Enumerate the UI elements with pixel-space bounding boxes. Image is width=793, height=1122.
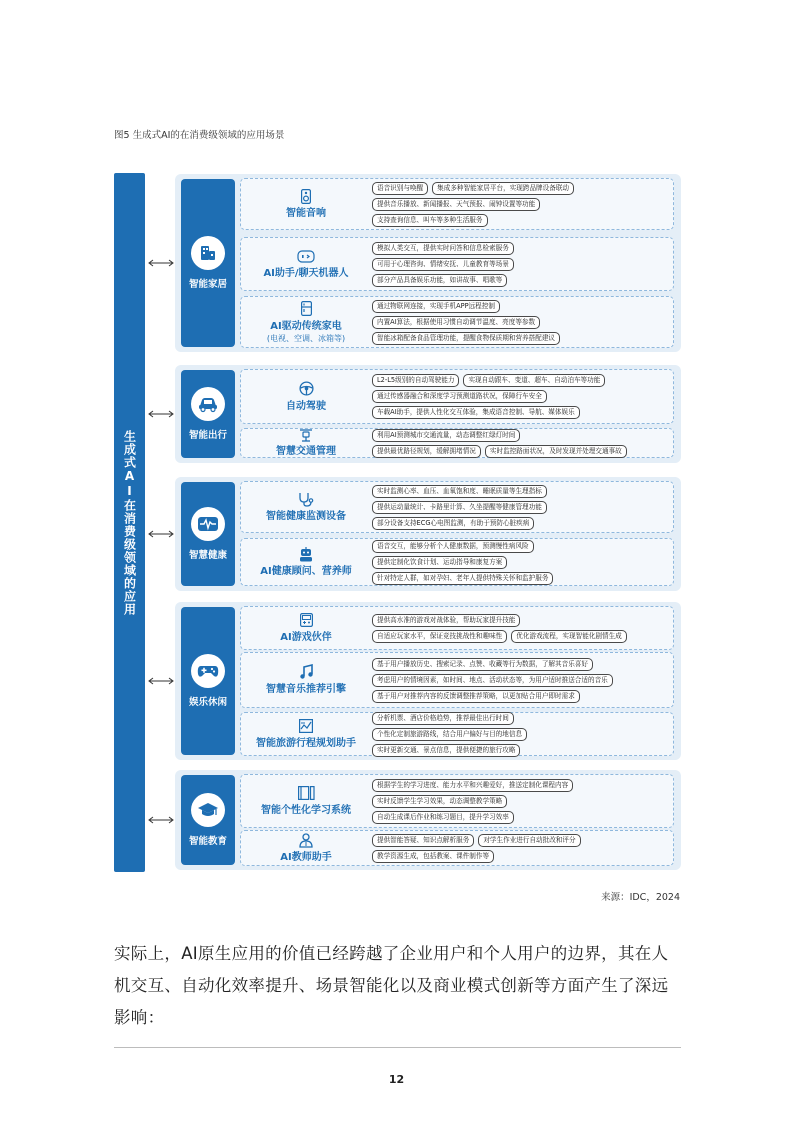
teacher-icon [298,832,314,848]
category-section [175,602,681,760]
application-name: AI健康顾问、营养师 [260,566,352,577]
link-arrow [147,409,175,419]
feature-pill: 车载AI助手，提供人性化交互体验，集成语音控制、导航、媒体娱乐 [372,406,580,419]
feature-row [372,850,669,863]
application-card [240,237,674,291]
application-card [240,296,674,348]
feature-row [372,658,669,671]
feature-pill: 个性化定制旅游路线，结合用户偏好与目的地信息 [372,728,527,741]
category-section [175,770,681,870]
feature-row [372,406,669,419]
feature-row [372,274,669,287]
map-icon [299,718,313,734]
speaker-icon [301,188,311,204]
category-label: 智慧健康 [188,550,227,561]
feature-list [372,179,669,229]
feature-list [372,297,669,347]
application-card [240,178,674,230]
feature-row [372,674,669,687]
figure-source: 来源：IDC，2024 [601,892,680,903]
application-card [240,652,674,708]
feature-row [372,198,669,211]
application-name: AI游戏伙伴 [280,632,332,643]
health-icon [191,507,225,541]
feature-row [372,182,669,195]
side-label: 生成式AI在消费级领域的应用 [122,429,137,616]
application-card [240,774,674,828]
feature-pill: L2-L5级别的自动驾驶能力 [372,374,459,387]
feature-pill: 对学生作业进行自动批改和评分 [478,834,580,847]
feature-row [372,572,669,585]
feature-pill: 内置AI算法，根据使用习惯自动调节温度、亮度等参数 [372,316,540,329]
feature-pill: 教学资源生成，包括教案、课件制作等 [372,850,494,863]
application-card [240,369,674,424]
feature-pill: 基于用户对推荐内容的反馈调整推荐策略，以更加贴合用户即时需求 [372,690,580,703]
application-title-block [241,179,371,229]
category-block [181,775,235,865]
gamepad-icon [191,654,225,688]
car-icon [191,387,225,421]
application-name: 智慧交通管理 [276,446,336,457]
feature-pill: 分析机票、酒店价格趋势，推荐最佳出行时间 [372,712,514,725]
feature-list [372,539,669,585]
feature-row [372,779,669,792]
feature-pill: 实时更新交通、景点信息，提供便捷的旅行攻略 [372,744,520,757]
book-icon [298,785,315,801]
feature-row [372,690,669,703]
feature-pill: 语音交互，能够分析个人健康数据，预测慢性病风险 [372,540,534,553]
application-title-block [241,775,371,827]
feature-pill: 根据学生的学习进度、能力水平和兴趣爱好，推送定制化课程内容 [372,779,573,792]
application-card [240,428,674,458]
feature-pill: 智能冰箱配备食品管理功能，提醒食物保质期和营养搭配建议 [372,332,560,345]
application-title-block [241,429,371,457]
feature-pill: 语音识别与唤醒 [372,182,428,195]
application-card [240,481,674,533]
feature-row [372,390,669,403]
application-note: (电视、空调、冰箱等) [266,333,346,343]
feature-row [372,744,669,757]
category-block [181,482,235,586]
feature-pill: 提供最优路径规划，缓解拥堵情况 [372,445,481,458]
application-name: 智能健康监测设备 [266,511,346,522]
category-label: 智能家居 [188,279,227,290]
feature-list [372,238,669,290]
application-name: AI教师助手 [280,852,332,863]
feature-row [372,242,669,255]
application-name: 智能个性化学习系统 [261,805,351,816]
traffic-light-icon [298,428,314,442]
feature-row [372,630,669,643]
application-title-block [241,482,371,532]
robot-icon [299,546,313,562]
feature-list [372,482,669,532]
side-label-bar [114,173,145,872]
feature-pill: 实时反馈学生学习效果，动态调整教学策略 [372,795,507,808]
feature-list [372,775,669,827]
application-name: 智慧音乐推荐引擎 [266,684,346,695]
feature-pill: 实时监控路面状况，及时发现并处理交通事故 [485,445,627,458]
feature-row [372,712,669,725]
application-title-block [241,539,371,585]
application-name: 智能音响 [286,208,326,219]
steering-wheel-icon [299,381,314,397]
feature-pill: 利用AI预测城市交通流量，动态调整红绿灯时间 [372,429,520,442]
chatbot-icon [297,248,315,264]
feature-row [372,517,669,530]
application-title-block [241,831,371,865]
feature-list [372,831,669,865]
application-name: AI助手/聊天机器人 [263,268,349,279]
page-number: 12 [388,1073,405,1086]
feature-pill: 考虑用户的情境因素，如时间、地点、活动状态等，为用户适时推送合适的音乐 [372,674,613,687]
application-diagram [114,173,681,873]
application-title-block [241,238,371,290]
feature-pill: 部分设备支持ECG心电图监测，有助于预防心脏疾病 [372,517,534,530]
application-title-block [241,653,371,707]
feature-row [372,811,669,824]
feature-pill: 自适应玩家水平，保证竞技挑战性和趣味性 [372,630,507,643]
category-section [175,477,681,591]
feature-row [372,540,669,553]
category-block [181,179,235,347]
graduation-cap-icon [191,793,225,827]
feature-row [372,501,669,514]
feature-row [372,316,669,329]
feature-list [372,713,669,755]
feature-pill: 模拟人类交互，提供实时问答和信息检索服务 [372,242,514,255]
feature-row [372,614,669,627]
feature-pill: 针对特定人群，如对孕妇、老年人提供特殊关怀和监护服务 [372,572,553,585]
application-title-block [241,713,371,755]
stethoscope-icon [298,491,314,507]
feature-pill: 优化游戏流程，实现智能化剧情生成 [511,630,627,643]
feature-pill: 实现自动跟车、变道、超车、自动泊车等功能 [463,374,605,387]
application-card [240,712,674,756]
feature-row [372,445,669,458]
game-device-icon [300,612,313,628]
feature-row [372,834,669,847]
feature-row [372,300,669,313]
feature-pill: 集成多种智能家居平台，实现跨品牌设备联动 [432,182,574,195]
category-section [175,174,681,352]
feature-pill: 可用于心理咨询、情绪安抚、儿童教育等场景 [372,258,514,271]
feature-pill: 提供高水准的游戏对战体验，帮助玩家提升技能 [372,614,520,627]
feature-pill: 提供音乐播放、新闻播报、天气预报、闹钟设置等功能 [372,198,540,211]
feature-pill: 实时监测心率、血压、血氧饱和度、睡眠质量等生理指标 [372,485,547,498]
feature-row [372,795,669,808]
category-label: 智能教育 [188,836,227,847]
category-block [181,607,235,755]
feature-pill: 提供运动量统计、卡路里计算、久坐提醒等健康管理功能 [372,501,547,514]
application-name: AI驱动传统家电 [270,320,342,332]
feature-list [372,653,669,707]
link-arrow [147,529,175,539]
feature-row [372,332,669,345]
feature-pill: 支持查询信息、叫车等多种生活服务 [372,214,488,227]
category-label: 智能出行 [188,430,227,441]
body-paragraph: 实际上，AI原生应用的价值已经跨越了企业用户和个人用户的边界，其在人机交互、自动化效率提升、场景智能化以及商业模式创新等方面产生了深远影响： [114,944,669,1027]
feature-row [372,728,669,741]
feature-row [372,429,669,442]
link-arrow [147,815,175,825]
music-note-icon [299,664,314,680]
feature-list [372,607,669,649]
application-title-block [241,607,371,649]
application-title-block [241,370,371,423]
category-label: 娱乐休闲 [188,697,227,708]
figure-caption: 图5 生成式AI的在消费级领域的应用场景 [114,130,285,141]
smart-home-icon [191,236,225,270]
feature-row [372,485,669,498]
application-card [240,830,674,866]
feature-pill: 提供智能答疑、知识点解析服务 [372,834,474,847]
category-section [175,365,681,463]
feature-row [372,374,669,387]
feature-list [372,429,669,457]
feature-pill: 自动生成课后作业和练习题目，提升学习效率 [372,811,514,824]
link-arrow [147,676,175,686]
link-arrow [147,258,175,268]
application-name: 智能旅游行程规划助手 [256,738,356,749]
feature-pill: 部分产品具备娱乐功能，如讲故事、唱歌等 [372,274,507,287]
application-title-block [241,297,371,347]
feature-pill: 通过物联网连接，实现手机APP远程控制 [372,300,500,313]
feature-row [372,214,669,227]
application-card [240,538,674,586]
feature-row [372,258,669,271]
feature-pill: 提供定制化饮食计划、运动指导和康复方案 [372,556,507,569]
feature-row [372,556,669,569]
appliance-icon [301,301,312,317]
feature-pill: 通过传感器融合和深度学习预测道路状况，保障行车安全 [372,390,547,403]
feature-list [372,370,669,423]
category-block [181,370,235,458]
feature-pill: 基于用户播放历史、搜索记录、点赞、收藏等行为数据，了解其音乐喜好 [372,658,593,671]
footer-divider [114,1047,681,1048]
application-name: 自动驾驶 [286,400,326,412]
application-card [240,606,674,650]
